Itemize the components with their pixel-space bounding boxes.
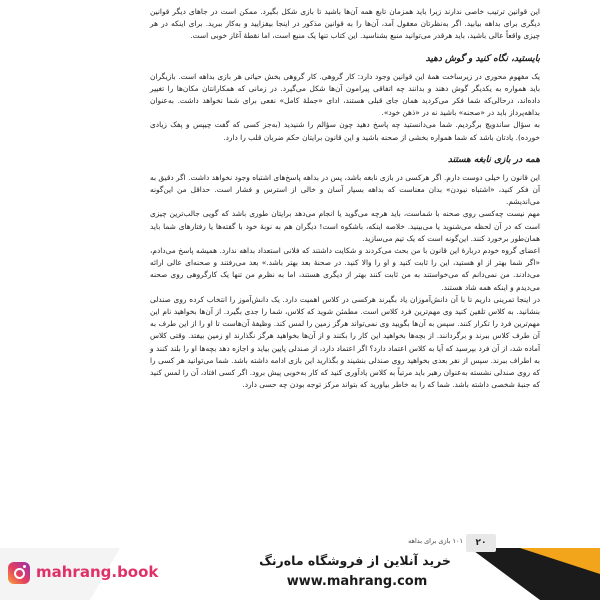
page-body [150,6,540,391]
store-promo-text: خرید آنلاین از فروشگاه ماه‌رنگ [259,553,451,568]
section-heading-listen: بایستید، نگاه کنید و گوش دهید [425,53,540,64]
section-heading-genius: همه در بازی نابغه هستند [447,154,540,165]
instagram-icon[interactable] [8,562,30,584]
paragraph-intro: این قوانین ترتیب خاصی ندارند زیرا باید همزمان تابع همه آن‌ها باشید تا بازی شکل بگیرد. ممکن است در جاهای دیگر قوانین دیگری برای بداهه بیابید. اگر به‌نظرتان معقول آمد، آن‌ها را به قوانین مذکور در اینجا بیفزایید و به‌کار ببرید. برای اینکه در هر چیزی واقعاً عالی باشید، باید هرقدر می‌توانید منبع بشناسید. این کتاب تنها یک منبع است، اما نقطهٔ آغاز خوبی است. [150,7,540,41]
page-number: ۲۰ [466,534,496,552]
store-url-link[interactable]: www.mahrang.com [286,574,428,589]
running-book-title: ۱۰۱ بازی برای بداهه [408,537,463,545]
paragraph-exercise: در اینجا تمرینی داریم تا با آن دانش‌آموزان یاد بگیرند هرکسی در کلاس اهمیت دارد. یک دانش‌آموز را انتخاب کرده روی صندلی بنشانید. به کلاس تلقین کنید وی مهم‌ترین فرد کلاس است. مطمئن شوید که کلاس، شما را جدی بگیرد. از آن‌ها بخواهید نام این مهم‌ترین فرد را تکرار کنند. سپس به آن‌ها بگویید وی نمی‌تواند هرگز زمین را لمس کند. وظیفهٔ آن‌هاست تا او را از این طرف به آن طرف کلاس ببرند و برگردانند. از بچه‌ها بخواهید این کار را بکنند و از آن‌ها بخواهید هرگز نگذارند او زمین بیفتد. وقتی کلاس آماده شد، از آن فرد بپرسید که آیا به کلاس اعتماد دارد؟ اگر اعتماد دارد، از صندلی پایین بیاید و اجازه دهد بچه‌ها او را بلند کنند و به اطراف ببرند. سپس از نفر بعدی بخواهید روی صندلی بنشیند و بگذارید این بازی ادامه داشته باشد. شما می‌توانید هر کسی را که روی صندلی نشسته به‌عنوان رهبر باید مرتباً به کلاس یادآوری کنید که کار به‌خوبی پیش برود. اگر کسی افتاد، آن را لمس کنید که جنبهٔ شخصی داشته باشد. شما که را به خاطر بیاورید که بتواند مرکز توجه بودن چه حسی دارد. [150,294,540,390]
paragraph-genius-rule: این قانون را خیلی دوست دارم. اگر هرکسی در بازی نابغه باشد، پس در بداهه پاسخ‌های اشتباه وجود نخواهد داشت. اگر دقیق به آن فکر کنید، «اشتباه نبودن» بدان معناست که بداهه بسیار آسان و خالی از استرس و فشار است. حداقل من این‌گونه می‌اندیشم. [150,172,540,207]
paragraph-group-complaint: اعضای گروه خودم دربارهٔ این قانون با من بحث می‌کردند و شکایت داشتند که فلانی استعداد بداهه ندارد. همیشه پاسخ می‌دادم، «اگر شما بهتر از او هستید، این را ثابت کنید و او را والا کنید. در صحنهٔ بعد بهتر باشد.» بعد می‌رفتند و صحنه‌ای عالی ارائه می‌دادند. من نمی‌دانم که می‌خواستند به من ثابت کنند بهتر از دیگری هستند، اما به نظرم من تنها یک کارگروهی روی صحنه می‌دیدم و اینکه همه شاد هستند. [150,246,540,292]
paragraph-sandwich: به سؤال ساندویچ برگردیم. شما می‌دانستید چه پاسخ دهید چون سؤالم را شنیدید (به‌جز کسی که گفت چیپس و پفک زیادی خورده). یادتان باشد که شما همواره بخشی از صحنه باشید و این قانون برایتان حکم ضربان قلب را دارد. [150,120,540,142]
paragraph-stage-partner: مهم نیست چه‌کسی روی صحنه با شماست، باید هرچه می‌گوید یا انجام می‌دهد برایتان طوری باشد که گویی جالب‌ترین چیزی است که در آن لحظه می‌شنوید یا می‌بینید. خلاصه اینکه، باشکوه است! دیگران هم به نوبهٔ خود با گفته‌ها یا رفتارهای شما باید همان‌طور برخورد کنند. این‌گونه است که یک تیم می‌سازید. [150,209,540,243]
instagram-handle[interactable]: mahrang.book [36,563,159,581]
paragraph-teamwork: یک مفهوم محوری در زیرساخت همهٔ این قوانین وجود دارد: کار گروهی. کار گروهی بخش حیاتی هر بازی بداهه است. بازیگران باید همواره به یکدیگر گوش دهند و بدانند چه اتفاقی پیرامون آن‌ها شکل می‌گیرد. در زمانی که همکارانتان مکان‌ها را تغییر داده‌اند، درحالی‌که شما فکر می‌کردید همان جای قبلی هستند، ادای «جملهٔ کامل» نفعی برای شما نخواهد داشت. به‌عنوان بداهه‌پرداز باید در «صحنه» باشید نه در «ذهن خود». [150,71,540,118]
